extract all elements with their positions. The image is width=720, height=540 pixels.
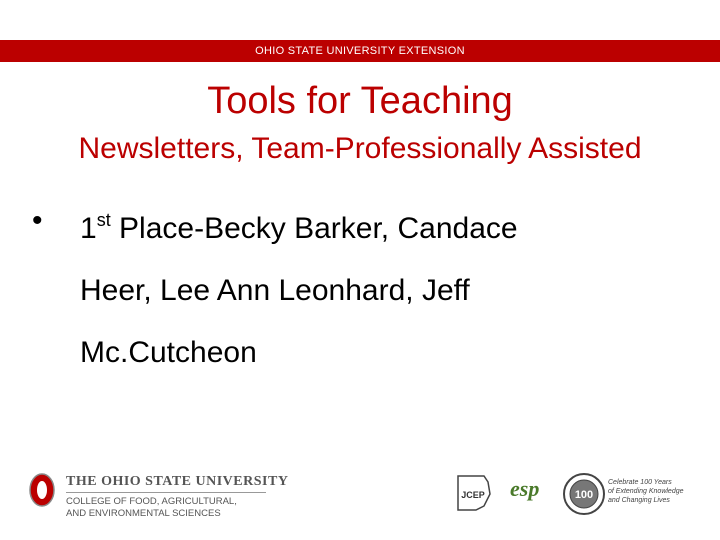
esp-logo: esp xyxy=(510,476,540,501)
header-bar xyxy=(0,40,720,62)
footer xyxy=(0,460,720,530)
jcep-label: JCEP xyxy=(461,490,485,500)
osu-divider xyxy=(66,492,266,493)
slide-title: Tools for Teaching xyxy=(207,80,513,122)
osu-block-o-logo xyxy=(28,472,56,508)
bullet-superscript: st xyxy=(96,210,111,230)
bullet-text xyxy=(80,198,640,384)
header-org-label: OHIO STATE UNIVERSITY EXTENSION xyxy=(255,45,465,57)
celebrate-line-2: of Extending Knowledge xyxy=(608,488,684,495)
bullet-prefix: 1 xyxy=(80,212,97,245)
jcep-logo xyxy=(454,472,494,514)
college-line-2: AND ENVIRONMENTAL SCIENCES xyxy=(66,508,221,519)
bullet-marker: • xyxy=(32,204,43,237)
seal-number: 100 xyxy=(574,489,594,501)
celebrate-line-3: and Changing Lives xyxy=(608,497,670,504)
extension-100-seal xyxy=(562,472,606,516)
bullet-line-1 xyxy=(80,198,640,260)
bullet-line-2: Heer, Lee Ann Leonhard, Jeff xyxy=(80,274,470,307)
slide-subtitle: Newsletters, Team-Professionally Assisted xyxy=(78,132,642,165)
osu-college xyxy=(66,496,237,520)
bullet-line-3: Mc.Cutcheon xyxy=(80,336,257,369)
college-line-1: COLLEGE OF FOOD, AGRICULTURAL, xyxy=(66,496,237,507)
bullet-line-1-text: Place-Becky Barker, Candace xyxy=(110,212,518,245)
celebrate-line-1: Celebrate 100 Years xyxy=(608,479,672,486)
osu-name: THE OHIO STATE UNIVERSITY xyxy=(66,474,289,489)
centennial-tagline xyxy=(608,478,684,505)
